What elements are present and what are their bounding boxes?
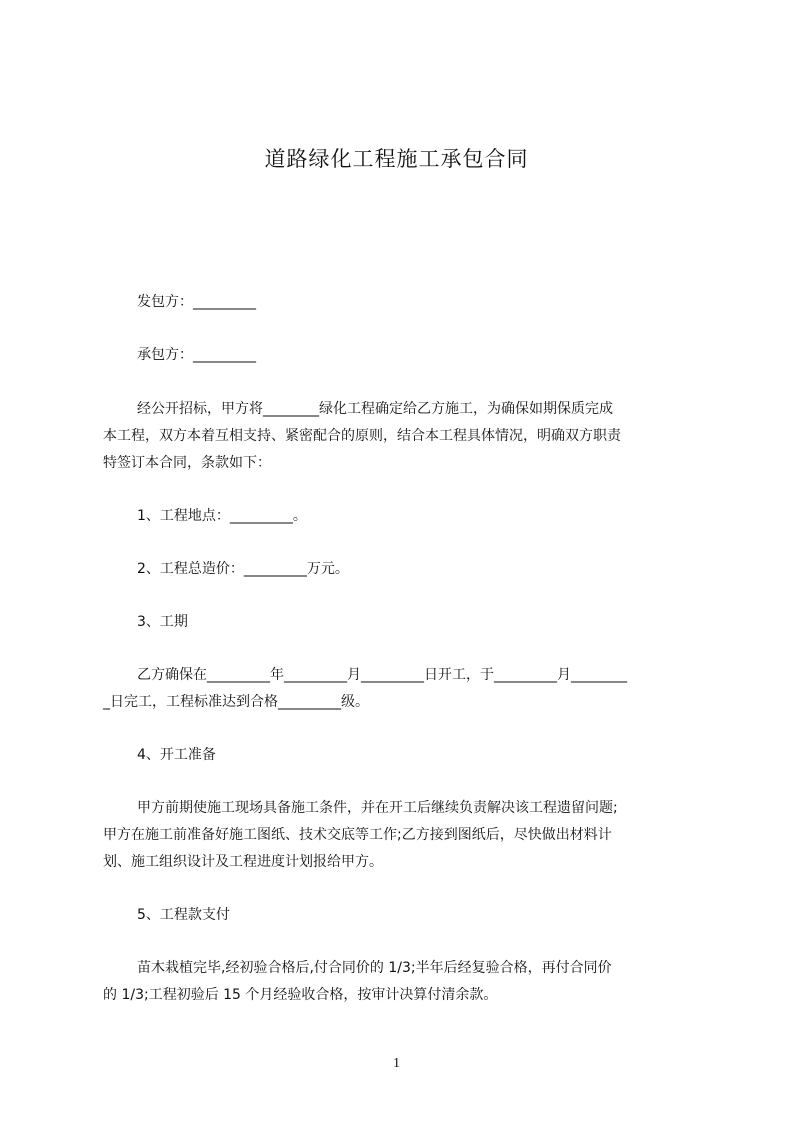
intro-line-2: 本工程，双方本着互相支持、紧密配合的原则，结合本工程具体情况，明确双方职责 [103, 428, 621, 444]
clause-5-line-2: 的 1/3;工程初验后 15 个月经验收合格，按审计决算付清余款。 [103, 987, 498, 1003]
document-title: 道路绿化工程施工承包合同 [264, 147, 529, 171]
clause-3-line-1: 乙方确保在_________年_________月_________日开工，于_________月________ [137, 667, 627, 683]
clause-5-heading: 5、工程款支付 [137, 907, 230, 923]
clause-3-line-2: _日完工，工程标准达到合格_________级。 [103, 694, 369, 710]
intro-line-1: 经公开招标，甲方将________绿化工程确定给乙方施工，为确保如期保质完成 [137, 401, 613, 417]
clause-2: 2、工程总造价：_________万元。 [137, 561, 349, 577]
clause-4-line-1: 甲方前期使施工现场具备施工条件，并在开工后继续负责解决该工程遗留问题; [137, 800, 618, 816]
clause-4-line-2: 甲方在施工前准备好施工图纸、技术交底等工作;乙方接到图纸后，尽快做出材料计 [103, 827, 612, 843]
party-b-line: 承包方：_________ [137, 347, 256, 363]
clause-5-line-1: 苗木栽植完毕,经初验合格后,付合同价的 1/3;半年后经复验合格，再付合同价 [137, 960, 612, 976]
clause-4-line-3: 划、施工组织设计及工程进度计划报给甲方。 [103, 854, 383, 870]
party-a-line: 发包方：_________ [137, 294, 256, 310]
page-number: 1 [393, 1056, 400, 1071]
clause-3-heading: 3、工期 [137, 614, 188, 630]
clause-4-heading: 4、开工准备 [137, 747, 216, 763]
intro-line-3: 特签订本合同，条款如下： [103, 455, 271, 471]
clause-1: 1、工程地点：_________。 [137, 508, 307, 524]
